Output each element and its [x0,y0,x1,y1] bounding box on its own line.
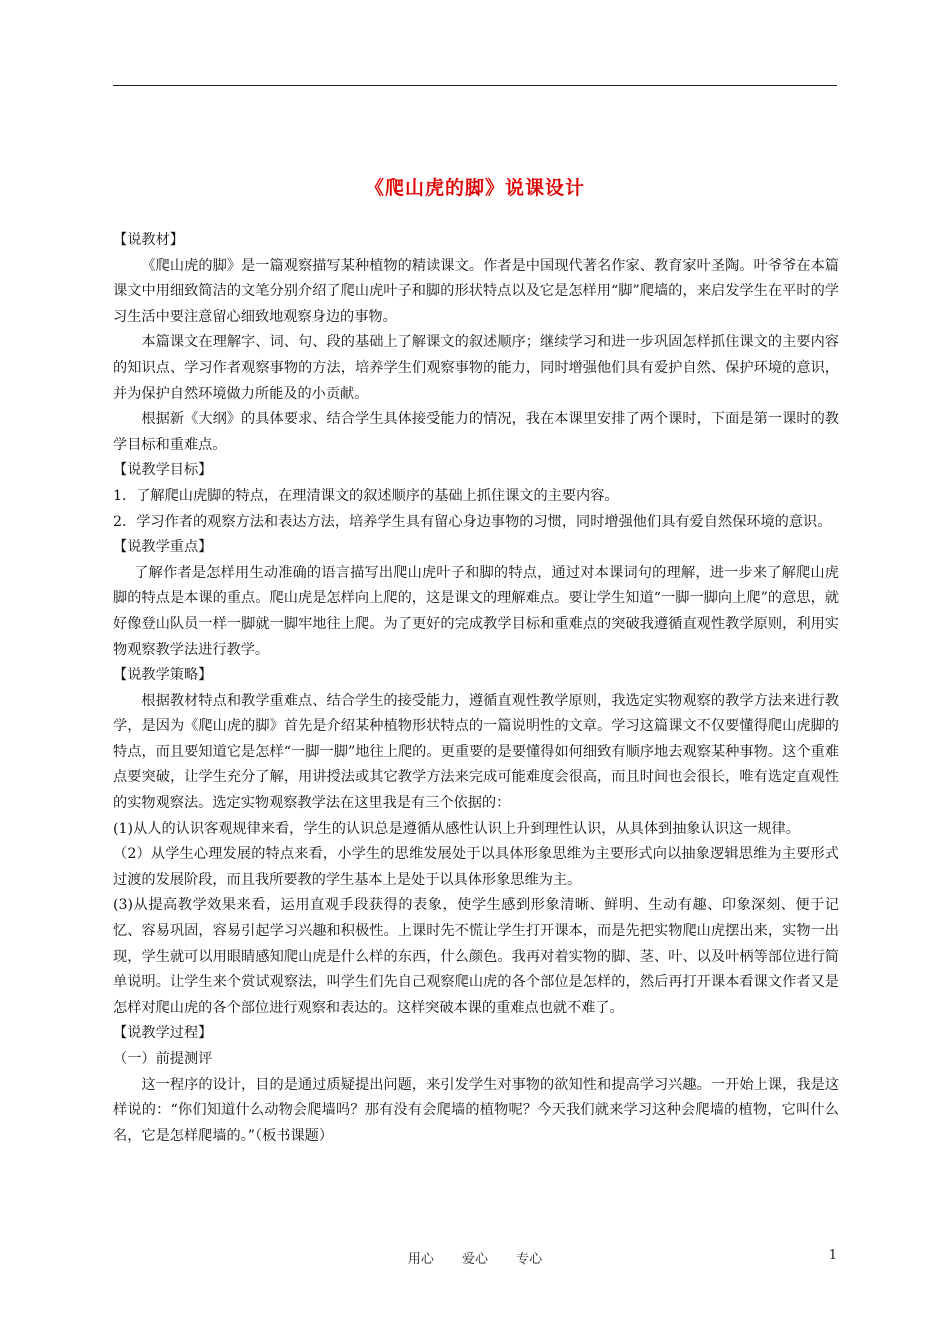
subsection-heading: （一）前提测评 [113,1051,213,1067]
footer-motto [113,1248,837,1267]
paragraph: 本篇课文在理解字、词、句、段的基础上了解课文的叙述顺序；继续学习和进一步巩固怎样抓住课文的主要内容的知识点、学习作者观察事物的方法，培养学生们观察事物的能力，同时增强他们具有爱护自然、保护环境的意识，并为保护自然环境做力所能及的小贡献。 [113,334,839,402]
section-heading-process: 【说教学过程】 [113,1025,213,1042]
footer-word: 专心 [516,1252,543,1267]
list-item: (1)从人的认识客观规律来看，学生的认识总是遵循从感性认识上升到理性认识，从具体到抽象认识这一规律。 [113,820,800,837]
section-heading-focus: 【说教学重点】 [113,539,213,556]
section-heading-strategy: 【说教学策略】 [113,667,213,684]
list-item: 1．了解爬山虎脚的特点，在理清课文的叙述顺序的基础上抓住课文的主要内容。 [113,487,619,504]
list-item: （2）从学生心理发展的特点来看，小学生的思维发展处于以具体形象思维为主要形式向以抽象逻辑思维为主要形式过渡的发展阶段，而且我所要教的学生基本上是处于以具体形象思维为主。 [113,846,839,888]
paragraph: 这一程序的设计，目的是通过质疑提出问题，来引发学生对事物的欲知性和提高学习兴趣。一开始上课，我是这样说的：“你们知道什么动物会爬墙吗？那有没有会爬墙的植物呢？今天我们就来学习这种会爬墙的植物，它叫什么名，它是怎样爬墙的。”（板书课题） [113,1076,839,1144]
paragraph: 根据新《大纲》的具体要求、结合学生具体接受能力的情况，我在本课里安排了两个课时，下面是第一课时的教学目标和重难点。 [113,411,839,453]
section-heading-goals: 【说教学目标】 [113,462,213,479]
document-body [113,228,839,1149]
footer-word: 爱心 [461,1252,488,1267]
paragraph: 了解作者是怎样用生动准确的语言描写出爬山虎叶子和脚的特点，通过对本课词句的理解，进一步来了解爬山虎脚的特点是本课的重点。爬山虎是怎样向上爬的，这是课文的理解难点。要让学生知道“一脚一脚向上爬”的意思，就好像登山队员一样一脚就一脚牢地往上爬。为了更好的完成教学目标和重难点的突破我遵循直观性教学原则，利用实物观察教学法进行教学。 [113,564,839,658]
header-rule [113,85,837,86]
section-heading-material: 【说教材】 [113,232,184,248]
document-title: 《爬山虎的脚》说课设计 [364,177,585,199]
footer-word: 用心 [407,1252,434,1267]
paragraph: 《爬山虎的脚》是一篇观察描写某种植物的精读课文。作者是中国现代著名作家、教育家叶圣陶。叶爷爷在本篇课文中用细致简洁的文笔分别介绍了爬山虎叶子和脚的形状特点以及它是怎样用“脚”爬墙的，来启发学生在平时的学习生活中要注意留心细致地观察身边的事物。 [113,257,839,325]
list-item: (3)从提高教学效果来看，运用直观手段获得的表象，使学生感到形象清晰、鲜明、生动有趣、印象深刻、便于记忆、容易巩固，容易引起学习兴趣和积极性。上课时先不慌让学生打开课本，而是先把实物爬山虎摆出来，实物一出现，学生就可以用眼睛感知爬山虎是什么样的东西，什么颜色。我再对着实物的脚、茎、叶、以及叶柄等部位进行简单说明。让学生来个赏试观察法，叫学生们先自己观察爬山虎的各个部位是怎样的，然后再打开课本看课文作者又是怎样对爬山虎的各个部位进行观察和表达的。这样突破本课的重难点也就不难了。 [113,897,839,1016]
page-number: 1 [828,1248,837,1263]
list-item: 2．学习作者的观察方法和表达方法，培养学生具有留心身边事物的习惯，同时增强他们具有爱自然保环境的意识。 [113,513,832,530]
paragraph: 根据教材特点和教学重难点、结合学生的接受能力，遵循直观性教学原则，我选定实物观察的教学方法来进行教学，是因为《爬山虎的脚》首先是介绍某种植物形状特点的一篇说明性的文章。学习这篇课文不仅要懂得爬山虎脚的特点，而且要知道它是怎样“一脚一脚”地往上爬的。更重要的是要懂得如何细致有顺序地去观察某种事物。这个重难点要突破，让学生充分了解，用讲授法或其它教学方法来完成可能难度会很高，而且时间也会很长，唯有选定直观性的实物观察法。选定实物观察教学法在这里我是有三个依据的： [113,692,839,812]
